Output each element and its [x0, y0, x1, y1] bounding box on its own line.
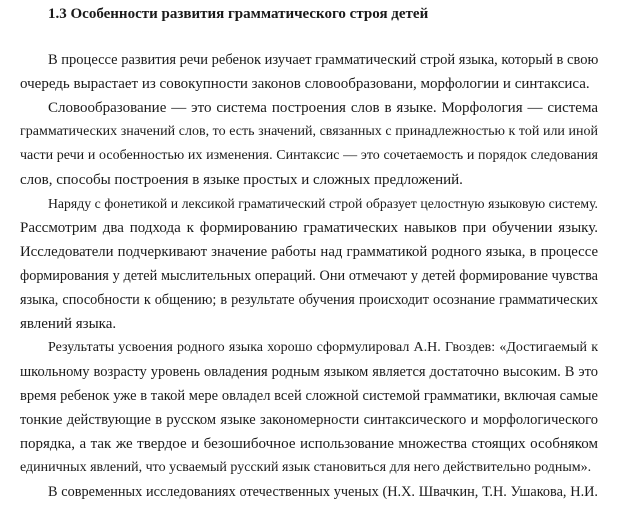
text-line	[0, 240, 635, 264]
text-line	[0, 48, 635, 72]
text-line-content: части речи и особенностью их изменения. Синтаксис — это сочетаемость и порядок следования	[20, 148, 598, 163]
text-line-content: тонкие действующие в русском языке закономерности синтаксического и морфологического	[20, 412, 598, 428]
text-line	[0, 192, 635, 216]
text-line	[0, 312, 635, 336]
text-line	[0, 432, 635, 456]
text-line-content: Рассмотрим два подхода к формированию граматических навыков при обучении языку.	[20, 220, 598, 236]
text-line	[0, 72, 635, 96]
text-line-content: школьному возрасту уровень овладения родным языком является достаточно высоким. В это	[20, 364, 598, 380]
text-line-content: Словообразование — это система построения слов в языке. Морфология — система	[48, 100, 598, 116]
text-line	[0, 264, 635, 288]
text-line-content: грамматических значений слов, то есть значений, связанных с принадлежностью к той или иной	[20, 124, 598, 139]
document-body	[0, 48, 635, 504]
text-line	[0, 144, 635, 168]
text-line-content: порядка, а так же твердое и безошибочное использование множества стоящих особняком	[20, 436, 598, 452]
text-line-content: единичных явлений, что усваемый русский язык становиться для него действительно родным».	[20, 460, 592, 475]
section-heading: 1.3 Особенности развития грамматического строя детей	[48, 6, 429, 22]
text-line	[0, 216, 635, 240]
text-line	[0, 480, 635, 504]
text-line-content: Наряду с фонетикой и лексикой граматический строй образует целостную языковую систему.	[48, 196, 598, 211]
text-line-content: формирования у детей мыслительных операций. Они отмечают у детей формирование чувства	[20, 268, 598, 284]
text-line	[0, 408, 635, 432]
text-line	[0, 96, 635, 120]
text-line-content: В современных исследованиях отечественных ученых (Н.Х. Швачкин, Т.Н. Ушакова, Н.И.	[48, 484, 598, 500]
text-line-content: время ребенок уже в такой мере овладел всей сложной системой грамматики, включая самые	[20, 388, 598, 404]
text-line-content: языка, способности к общению; в результате обучения происходит осознание грамматических	[20, 292, 598, 308]
text-line-content: В процессе развития речи ребенок изучает грамматический строй языка, который в свою	[48, 52, 599, 68]
text-line	[0, 456, 635, 480]
text-line	[0, 384, 635, 408]
text-line	[0, 168, 635, 192]
text-line-content: слов, способы построения в языке простых и сложных предложений.	[20, 172, 463, 188]
text-line-content: явлений языка.	[20, 316, 117, 332]
text-line-content: очередь вырастает из совокупности законов словообразовани, морфологии и синтаксиса.	[20, 76, 590, 92]
text-line	[0, 360, 635, 384]
text-line-content: Исследователи подчеркивают значение работы над грамматикой родного языка, в процессе	[20, 244, 598, 260]
text-line	[0, 288, 635, 312]
text-line	[0, 336, 635, 360]
text-line-content: Результаты усвоения родного языка хорошо сформулировал А.Н. Гвоздев: «Достигаемый к	[48, 340, 598, 355]
text-line	[0, 120, 635, 144]
